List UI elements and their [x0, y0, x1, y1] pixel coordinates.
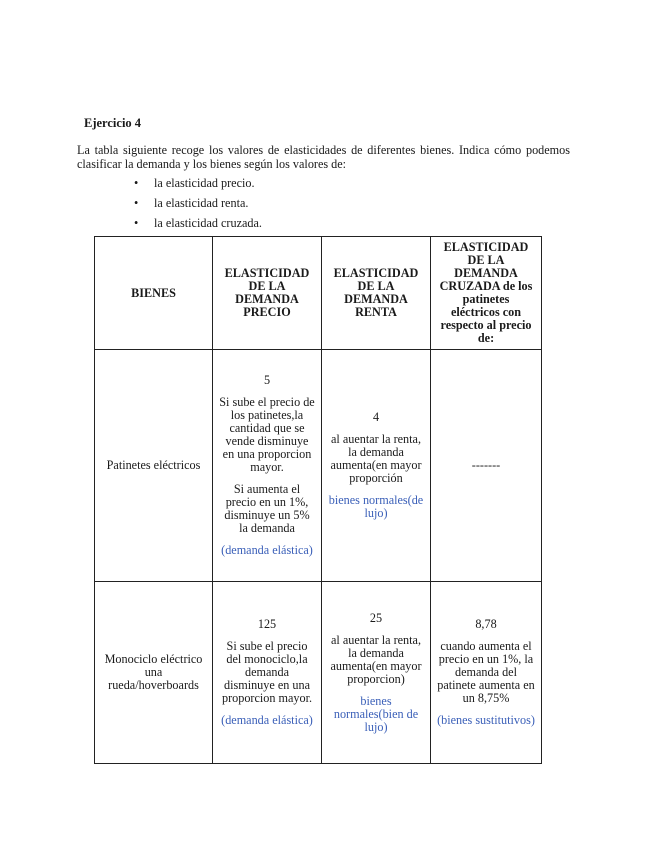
- table-row: [95, 350, 542, 582]
- cruzada-classification: (bienes sustitutivos): [437, 713, 535, 727]
- renta-classification: bienes normales(bien de lujo): [333, 693, 419, 734]
- exercise-title: Ejercicio 4: [84, 116, 142, 130]
- precio-value: 125: [257, 617, 277, 631]
- cell-bien: Patinetes eléctricos: [95, 350, 213, 582]
- bullet-item: • la elasticidad precio.: [134, 176, 262, 196]
- header-cruzada: ELASTICIDAD DE LA DEMANDA CRUZADA de los patinetes eléctricos con respecto al precio de:: [431, 237, 542, 350]
- precio-value: 5: [263, 373, 271, 387]
- exercise-intro: La tabla siguiente recoge los valores de elasticidades de diferentes bienes. Indica cómo podemos clasificar la demanda y los bienes según los valores de:: [77, 143, 570, 171]
- renta-text: al auentar la renta, la demanda aumenta(en mayor proporcion): [330, 632, 422, 686]
- table-header-row: [95, 237, 542, 350]
- table-row: [95, 582, 542, 764]
- renta-text: al auentar la renta, la demanda aumenta(en mayor proporción: [330, 432, 422, 485]
- header-renta: ELASTICIDAD DE LA DEMANDA RENTA: [322, 237, 431, 350]
- cruzada-text: cuando aumenta el precio en un 1%, la demanda del patinete aumenta en un 8,75%: [437, 639, 535, 705]
- cell-renta: [322, 350, 431, 582]
- header-precio: ELASTICIDAD DE LA DEMANDA PRECIO: [213, 237, 322, 350]
- cell-cruzada: [431, 582, 542, 764]
- cruzada-value: -------: [471, 458, 501, 472]
- renta-value: 25: [369, 610, 383, 625]
- bullet-list: [134, 176, 262, 236]
- precio-classification: (demanda elástica): [221, 713, 313, 727]
- renta-value: 4: [372, 410, 380, 424]
- bullet-item: • la elasticidad renta.: [134, 196, 262, 216]
- precio-text: Si aumenta el precio en un 1%, disminuye un 5% la demanda: [224, 482, 310, 535]
- cell-cruzada: [431, 350, 542, 582]
- cell-precio: [213, 582, 322, 764]
- elasticity-table: [94, 236, 542, 764]
- bullet-item: • la elasticidad cruzada.: [134, 216, 262, 236]
- precio-classification: (demanda elástica): [221, 543, 313, 557]
- cell-renta: [322, 582, 431, 764]
- renta-classification: bienes normales(de lujo): [328, 493, 424, 520]
- precio-text: Si sube el precio de los patinetes,la cantidad que se vende disminuye en una proporcion mayor.: [219, 395, 315, 474]
- cell-bien: Monociclo eléctrico una rueda/hoverboards: [95, 582, 213, 764]
- cell-precio: [213, 350, 322, 582]
- precio-text: Si sube el precio del monociclo,la demanda disminuye en una proporcion mayor.: [221, 639, 313, 705]
- header-bienes: BIENES: [95, 237, 213, 350]
- cruzada-value: 8,78: [475, 617, 497, 631]
